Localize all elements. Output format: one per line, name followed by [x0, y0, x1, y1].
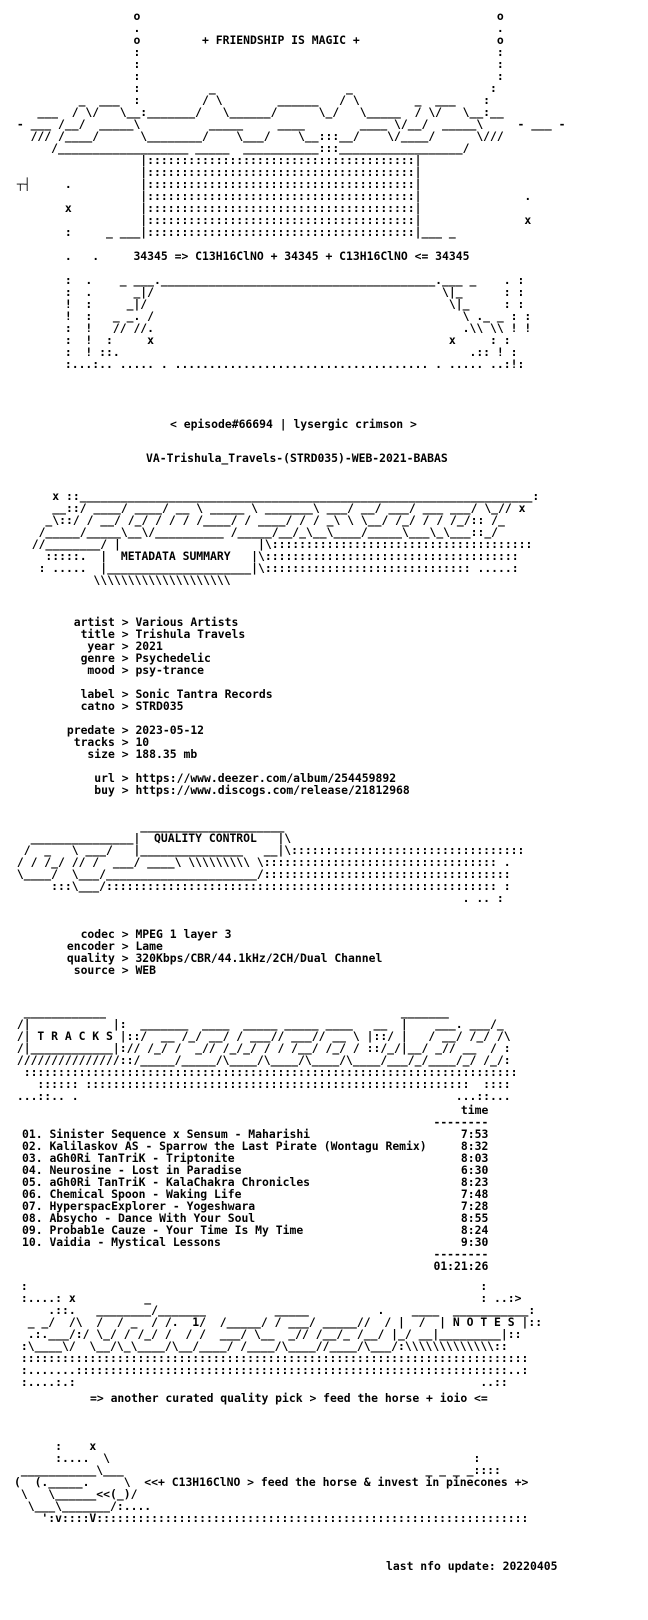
- metadata-row-key: title: [60, 627, 115, 641]
- metadata-row-separator: >: [114, 723, 136, 737]
- tracks-banner-art: ____________ _______ /| |: _______ ____ _____ _____ ____ __ | ___. ___/_ /| T R A C K S |::/ __ /_/ __/ / ___// ___// __ \ |::/ | / __/ /_/ /\ /|____________|:// /_/ / _// /_/_/ / / /__/ /_/ / ::/_/|__/ _// __ / : ///////////////::/_____/_____/\____/\____/\____/\____/___/_/____/_/ /_/: :::::::::::::::::::::::::::::::::::::::::::::::::::::::::::::::::::::::: :::::: :::::::::::::::::::::::::::::::::::::::::::::::::::::::: :::: ...::.. . ...::...: [16, 1005, 518, 1103]
- metadata-row-value: 2021: [135, 639, 163, 653]
- footer-ascii-art: : x :.... \ : ___________\___ _ _ _ _:::: ( (._____. \ <<+ C13H16ClNO > feed the horse & invest in pinecones +> \ \______<<(_)/ \___\_______/:.... ':v::::V:::::::::::::::::::::::::::::::::::::::::::::::::::::::::::::::: [14, 1439, 529, 1525]
- notes-text: [90, 1392, 488, 1404]
- track-number: 03.: [22, 1151, 43, 1165]
- track-number: 07.: [22, 1199, 43, 1213]
- release-name: [146, 452, 448, 464]
- track-number: 01.: [22, 1127, 43, 1141]
- metadata-row-separator: >: [114, 627, 136, 641]
- episode-line: [170, 418, 417, 430]
- quality-banner-art: _____________________ _______________| QUALITY CONTROL |\ / _ \ ___/ |_______________ __|\:::::::::::::::::::::::::::::::::: / / /_/ // / ___/ ____\ \\\\\\\\\ \:::::::::::::::::::::::::::::::::: . \____/ \___/______________________/:::::::::::::::::::::::::::::::::::: :::\___/::::::::::::::::::::::::::::::::::::::::::::::::::::::::: : . .. :: [16, 819, 525, 905]
- tracklist-total: [22, 1260, 488, 1272]
- metadata-row-value: 10: [135, 735, 150, 749]
- track-title: Kalilaskov AS - Sparrow the Last Pirate (Wontagu Remix): [49, 1139, 427, 1153]
- metadata-row-key: tracks: [60, 735, 115, 749]
- metadata-row-key: artist: [60, 615, 115, 629]
- track-time: 8:03: [460, 1151, 489, 1165]
- metadata-row-value: Psychedelic: [135, 651, 211, 665]
- track-time: 9:30: [460, 1235, 489, 1249]
- quality-row-key: quality: [60, 951, 115, 965]
- track-time: 8:32: [460, 1139, 489, 1153]
- track-title: Vaidia - Mystical Lessons: [49, 1235, 221, 1249]
- track-time: 8:23: [460, 1175, 489, 1189]
- track-number: 05.: [22, 1175, 43, 1189]
- metadata-row-key: url: [60, 771, 115, 785]
- metadata-row-separator: >: [114, 735, 136, 749]
- track-time: 8:55: [460, 1211, 489, 1225]
- time-rule: --------: [433, 1115, 489, 1129]
- metadata-row-value: 188.35 mb: [135, 747, 198, 761]
- metadata-row-separator: >: [114, 663, 136, 677]
- episode-text: < episode#66694 | lysergic crimson >: [170, 417, 417, 431]
- notes-banner-art: : : :....: x _ : ..:> .::. ________/_______ _____ . ____ ___________: _ _/ /\ / / _ / /. 1/ /_____/ / ___/ _____// / | / | N O T E S |:: .:.___/:/ \_/ / /_/ / / / ___/ \__ _// /__/_ /__/ |_/ __|_________|:: :\____\/ \__/\_\____/\__/____/ /____/\____//____/\___/:\\\\\\\\\\\\\:: :::::::::::::::::::::::::::::::::::::::::::::::::::::::::::::::::::::::::: :.......:::::::::::::::::::::::::::::::::::::::::::::::::::::::::::::::..: :....:.: ..::: [20, 1279, 543, 1389]
- metadata-row-key: genre: [60, 651, 115, 665]
- release-name-text: VA-Trishula_Travels-(STRD035)-WEB-2021-BABAS: [146, 451, 448, 465]
- quality-row-key: codec: [60, 927, 115, 941]
- metadata-row-separator: >: [114, 747, 136, 761]
- track-time: 7:48: [460, 1187, 489, 1201]
- quality-row-key: source: [60, 963, 115, 977]
- metadata-row: [60, 784, 410, 796]
- metadata-row-value: psy-trance: [135, 663, 205, 677]
- metadata-block: [60, 616, 410, 796]
- metadata-row-value: https://www.deezer.com/album/254459892: [135, 771, 397, 785]
- track-title: Neurosine - Lost in Paradise: [49, 1163, 242, 1177]
- quality-row-value: WEB: [135, 963, 157, 977]
- track-time: 8:24: [460, 1223, 489, 1237]
- quality-row-value: MPEG 1 layer 3: [135, 927, 232, 941]
- metadata-row-value: Trishula Travels: [135, 627, 246, 641]
- metadata-row-key: year: [60, 639, 115, 653]
- metadata-row-separator: >: [114, 615, 136, 629]
- track-title: aGh0Ri TanTriK - KalaChakra Chronicles: [49, 1175, 311, 1189]
- metadata-row: [60, 700, 410, 712]
- metadata-row-separator: >: [114, 783, 136, 797]
- pad: [22, 1259, 433, 1273]
- total-time: 01:21:26: [433, 1259, 489, 1273]
- quality-row-key: encoder: [60, 939, 115, 953]
- notes-text-line: => another curated quality pick > feed the horse + ioio <=: [90, 1391, 488, 1405]
- last-update-text: last nfo update: 20220405: [386, 1559, 558, 1573]
- header-ascii-art: o o . . o + FRIENDSHIP IS MAGIC + o : : : : : : : _ _ : _ ___ : / \ ______ / \ _ ___ : ___ / \/ \__:_______/ \______/ \_/ \_____ / \/ \__:__ - ___ /__/ _____\ _____ ____ ____ \/__/ _____\ - ___ - /// /____/ \________/ \___/ \__:::__/ \/____/ \/// /___________________ _____ ___________:::__________________/ |:::::::::::::::::::::::::::::::::::::::| |:::::::::::::::::::::::::::::::::::::::| ┬┤ . |:::::::::::::::::::::::::::::::::::::::| |:::::::::::::::::::::::::::::::::::::::| . x |:::::::::::::::::::::::::::::::::::::::| |:::::::::::::::::::::::::::::::::::::::| x : _ ___|:::::::::::::::::::::::::::::::::::::::|___ _ . . 34345 => C13H16ClNO + 34345 + C13H16ClNO <= 34345 : . _ ___.________________________________________.___ _ . : : . _|/ \|_ : : ! : _|/ \|_ : : ! : _ _. / \ ._ _ : : : ! // //. .\\ \\ ! ! : ! : x x : : : ! ::. .:: ! : :...:.. ..... . ..................................... . ..... ..:!:: [16, 9, 566, 371]
- metadata-row-key: catno: [60, 699, 115, 713]
- metadata-row: [60, 748, 410, 760]
- quality-row-separator: >: [114, 951, 136, 965]
- metadata-row-value: Various Artists: [135, 615, 239, 629]
- track-time: 6:30: [460, 1163, 489, 1177]
- metadata-row-key: size: [60, 747, 115, 761]
- metadata-row-value: STRD035: [135, 699, 184, 713]
- track-title: aGh0Ri TanTriK - Triptonite: [49, 1151, 235, 1165]
- last-update: [386, 1560, 557, 1572]
- metadata-row-value: 2023-05-12: [135, 723, 205, 737]
- metadata-row-value: https://www.discogs.com/release/21812968: [135, 783, 410, 797]
- quality-row-separator: >: [114, 939, 136, 953]
- track-title: Absycho - Dance With Your Soul: [49, 1211, 256, 1225]
- metadata-row: [60, 664, 410, 676]
- quality-row-separator: >: [114, 963, 136, 977]
- track-time: 7:53: [460, 1127, 489, 1141]
- metadata-row-separator: >: [114, 651, 136, 665]
- track-time: 7:28: [460, 1199, 489, 1213]
- metadata-row-key: buy: [60, 783, 115, 797]
- quality-row-value: Lame: [135, 939, 163, 953]
- track-number: 06.: [22, 1187, 43, 1201]
- metadata-row-separator: >: [114, 699, 136, 713]
- metadata-row-separator: >: [114, 771, 136, 785]
- time-header: time: [460, 1103, 489, 1117]
- total-rule: --------: [433, 1247, 489, 1261]
- metadata-row-separator: >: [114, 639, 136, 653]
- track-title: HyperspacExplorer - Yogeshwara: [49, 1199, 256, 1213]
- metadata-row-separator: >: [114, 687, 136, 701]
- track-number: 10.: [22, 1235, 43, 1249]
- track-number: 08.: [22, 1211, 43, 1225]
- quality-block: [60, 928, 382, 976]
- track-number: 04.: [22, 1163, 43, 1177]
- quality-row: [60, 964, 382, 976]
- metadata-row-key: predate: [60, 723, 115, 737]
- quality-row-value: 320Kbps/CBR/44.1kHz/2CH/Dual Channel: [135, 951, 383, 965]
- track-title: Probab1e Cauze - Your Time Is My Time: [49, 1223, 304, 1237]
- tracklist: [22, 1104, 488, 1272]
- track-title: Chemical Spoon - Waking Life: [49, 1187, 242, 1201]
- metadata-row-key: mood: [60, 663, 115, 677]
- track-number: 02.: [22, 1139, 43, 1153]
- metadata-row-value: Sonic Tantra Records: [135, 687, 273, 701]
- metadata-row-key: label: [60, 687, 115, 701]
- quality-row-separator: >: [114, 927, 136, 941]
- metadata-banner-art: x ::__________________________________________________________________: __::/ ____/ ____/ __ \ _____ \ _______\ ___/ __/ ___/ ___ ___/ \_// x _\::/ / __/ /_/ / / / /____/ / ____/ / / _\ \ \__/ /_/ / / /_/:: /_ /_____/_____\__\/__________ /_____/__/_\__\____/_____\___\_\___::_/ //________/ | |\:::::::::::::::::::::::::::::::::::::: :::::. | METADATA SUMMARY |\::::::::::::::::::::::::::::::::::::: : ..... |_____________________|\:::::::::::::::::::::::::::::: .....: \\\\\\\\\\\\\\\\\\\\: [31, 489, 540, 587]
- track-title: Sinister Sequence x Sensum - Maharishi: [49, 1127, 311, 1141]
- track-number: 09.: [22, 1223, 43, 1237]
